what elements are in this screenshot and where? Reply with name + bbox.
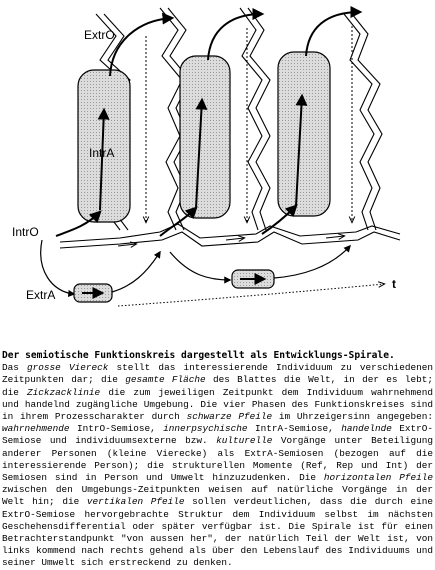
zigzag-environment-3 [240,8,270,230]
caption-text: Das grosse Viereck stellt das interessierende Individuum zu verschiedenen Zeitpunkten dar; die gesamte Fläche des Blattes die Welt, in der es lebt; die Zickzacklinie die zum jeweiligen Zeitpunkt dem Individuum wahrnehmend und handelnd zugängliche Umgebung. Die vier Phasen des Funktionskreises sind in ihrem Prozesscharakter durch schwarze Pfeile im Uhrzeigersinn angegeben: wahrnehmende IntrO-Semiose, innerpsychische IntrA-Semiose, handelnde ExtrO-Semiose und individuumsexterne bzw. kulturelle Vorgänge unter Beteiligung anderer Personen (kleine Vierecke) als ExtrA-Semiosen (bezogen auf die interessierende Person); die strukturellen Momente (Ref, Rep und Int) der Semiosen sind in Person und Umwelt hinzuzudenken. Die horizontalen Pfeile zwischen den Umgebungs-Zeitpunkten weisen auf natürliche Vorgänge in der Welt hin; die vertikalen Pfeile sollen verdeutlichen, dass die durch eine ExtrO-Semiose hervorgebrachte Struktur dem Individuum selbst im nächsten Geschehensdifferential oder später verfügbar ist. Die Spirale ist für einen Betrachterstandpunkt "von aussen her", der natürlich Teil der Welt ist, von links kommend nach rechts gehend als über den Lebenslauf des Individuums und seiner Umwelt sich erstreckend zu denken. [2,362,434,569]
zigzag-environment-4 [344,14,382,230]
individual-box-2 [180,56,230,218]
label-intra: IntrA [89,146,115,160]
label-time: t [392,277,396,291]
individual-box-3 [278,52,330,216]
label-intro: IntrO [12,225,39,239]
caption [2,350,433,570]
label-extra: ExtrA [26,288,56,302]
caption-title: Der semiotische Funktionskreis dargestellt als Entwicklungs-Spirale. [2,350,395,361]
horizontal-world-lines [60,224,400,248]
label-extro: ExtrO [84,28,115,42]
